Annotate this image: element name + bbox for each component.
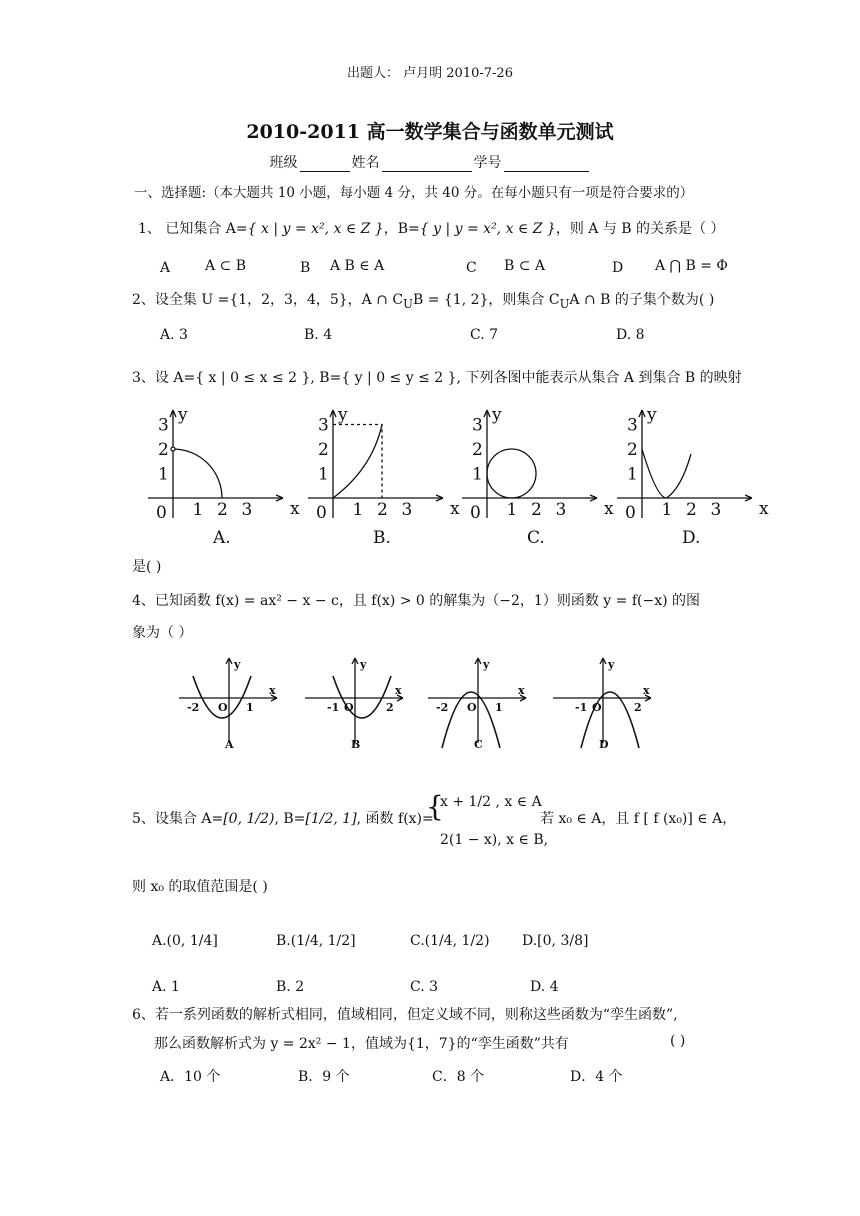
curve-b bbox=[333, 425, 382, 499]
q6-option-b[interactable]: B．9 个 bbox=[298, 1069, 350, 1085]
q5-option-a[interactable]: A. 1 bbox=[152, 979, 180, 995]
tick-y-1: 1 bbox=[318, 464, 329, 485]
q5-brace: { bbox=[426, 790, 444, 823]
author-line: 出题人： 卢月明 2010-7-26 bbox=[347, 66, 513, 81]
q5-choice-b[interactable]: B.(1/4, 1/2] bbox=[276, 933, 356, 949]
question-4-cont: 象为（ ） bbox=[132, 625, 193, 641]
q1-option-c-letter[interactable]: C bbox=[466, 260, 477, 276]
question-6-cont: 那么函数解析式为 y = 2x² − 1，值域为{1，7}的“孪生函数”共有 bbox=[154, 1036, 569, 1052]
q5-option-c[interactable]: C. 3 bbox=[410, 979, 439, 995]
q6-paren: ( ) bbox=[670, 1033, 686, 1049]
axis-x-label: x bbox=[269, 684, 276, 697]
q2-stem-2: B = {1, 2}，则集合 C bbox=[412, 292, 560, 308]
name-blank[interactable] bbox=[382, 157, 472, 172]
q5-set-a: [0, 1/2) bbox=[223, 811, 275, 827]
tick-y-3: 3 bbox=[318, 415, 329, 436]
q2-sub-2: U bbox=[559, 296, 570, 311]
question-5 bbox=[132, 808, 434, 828]
axis-y-label: y bbox=[483, 658, 490, 671]
q4-graph-d bbox=[553, 658, 651, 751]
tick-y-3: 3 bbox=[158, 415, 169, 436]
q3-answer: 是( ) bbox=[132, 559, 162, 575]
tick-y-2: 2 bbox=[472, 440, 483, 460]
axis-y-label: y bbox=[178, 405, 188, 425]
q1-option-d-letter[interactable]: D bbox=[612, 260, 624, 276]
q5-mid: , B= bbox=[274, 811, 306, 827]
tick-x-3: 3 bbox=[401, 500, 413, 520]
root-left-label: -1 bbox=[575, 701, 588, 714]
tick-x-3: 3 bbox=[241, 500, 253, 520]
question-3: 3、设 A={ x | 0 ≤ x ≤ 2 }, B={ y | 0 ≤ y ≤ 2 }, 下列各图中能表示从集合 A 到集合 B 的映射 bbox=[132, 370, 742, 386]
question-6: 6、若一系列函数的解析式相同，值域相同，但定义域不同，则称这些函数为“孪生函数”, bbox=[132, 1007, 678, 1023]
origin-label: O bbox=[467, 701, 477, 714]
graph-label: C. bbox=[527, 528, 545, 548]
q1-option-b[interactable]: A B ∈ A bbox=[330, 258, 385, 274]
root-left-label: -2 bbox=[436, 701, 449, 714]
axis-y-label: y bbox=[360, 658, 367, 671]
q3-graph-d bbox=[617, 405, 769, 548]
q6-option-c[interactable]: C．8 个 bbox=[432, 1069, 485, 1085]
tick-x-2: 2 bbox=[531, 500, 542, 520]
q1-stem: 1、 已知集合 A= bbox=[138, 221, 248, 237]
graph-label: B. bbox=[373, 528, 391, 548]
origin-label: 0 bbox=[470, 503, 481, 523]
q2-sub-1: U bbox=[403, 296, 413, 311]
q1-option-a-letter[interactable]: A bbox=[160, 260, 171, 276]
q3-graph-c bbox=[462, 405, 614, 548]
axis-x-label: x bbox=[643, 684, 650, 697]
root-right-label: 2 bbox=[634, 701, 642, 714]
axis-x-label: x bbox=[518, 684, 525, 697]
q5-stem-2: 则 x₀ 的取值范围是( ) bbox=[132, 879, 268, 895]
q6-option-a[interactable]: A．10 个 bbox=[160, 1069, 221, 1085]
q4-graph-a bbox=[179, 658, 277, 751]
origin-label: O bbox=[592, 701, 602, 714]
graph-label: A. bbox=[213, 528, 231, 548]
tick-x-1: 1 bbox=[192, 500, 204, 520]
open-point bbox=[171, 447, 175, 451]
question-1 bbox=[138, 218, 724, 238]
origin-label: 0 bbox=[625, 503, 636, 523]
axis-y-label: y bbox=[338, 405, 348, 425]
q5-case-1: x + 1/2 , x ∈ A bbox=[440, 794, 542, 810]
q2-option-a[interactable]: A. 3 bbox=[160, 327, 188, 343]
student-fields bbox=[0, 152, 860, 172]
q2-option-b[interactable]: B. 4 bbox=[304, 327, 333, 343]
class-blank[interactable] bbox=[300, 157, 350, 172]
q2-option-d[interactable]: D. 8 bbox=[616, 327, 645, 343]
origin-label: 0 bbox=[316, 503, 327, 523]
section-heading: 一、选择题:（本大题共 10 小题，每小题 4 分，共 40 分。在每小题只有一项是符合要求的） bbox=[134, 185, 694, 201]
root-right-label: 1 bbox=[246, 701, 254, 714]
graph-label: C bbox=[474, 738, 483, 751]
q1-option-d[interactable]: A ⋂ B = Φ bbox=[655, 258, 728, 274]
tick-x-1: 1 bbox=[352, 500, 364, 520]
q6-option-d[interactable]: D．4 个 bbox=[570, 1069, 623, 1085]
dashed-guides bbox=[333, 425, 382, 499]
q1-sep: ，B= bbox=[383, 221, 420, 237]
tick-y-1: 1 bbox=[627, 464, 638, 485]
q5-choice-a[interactable]: A.(0, 1/4] bbox=[152, 933, 218, 949]
q5-fn: , 函数 f(x)= bbox=[356, 811, 434, 827]
tick-x-2: 2 bbox=[377, 500, 388, 520]
q2-stem: 2、设全集 U ={1，2，3，4，5}，A ∩ C bbox=[132, 292, 404, 308]
origin-label: 0 bbox=[156, 503, 167, 523]
q1-option-c[interactable]: B ⊂ A bbox=[504, 258, 546, 274]
origin-label: O bbox=[344, 701, 354, 714]
q5-condition: 若 x₀ ∈ A，且 f [ f (x₀)] ∈ A， bbox=[540, 811, 737, 827]
origin-label: O bbox=[218, 701, 228, 714]
tick-x-1: 1 bbox=[506, 500, 518, 520]
tick-y-2: 2 bbox=[318, 440, 329, 460]
axis-x-label: x bbox=[759, 499, 769, 519]
q5-option-b[interactable]: B. 2 bbox=[276, 979, 305, 995]
id-blank[interactable] bbox=[504, 157, 589, 172]
q2-stem-3: A ∩ B 的子集个数为( ) bbox=[569, 292, 715, 308]
q1-set-a: { x | y = x², x ∈ Z } bbox=[247, 221, 384, 237]
class-label: 班级 bbox=[269, 155, 298, 171]
q1-option-b-letter[interactable]: B bbox=[300, 260, 311, 276]
tick-y-3: 3 bbox=[627, 415, 638, 436]
axis-x-label: x bbox=[395, 684, 402, 697]
q1-set-b: { y | y = x², x ∈ Z } bbox=[419, 221, 556, 237]
q4-graph-b bbox=[305, 658, 403, 751]
tick-x-3: 3 bbox=[710, 500, 722, 520]
q5-stem: 5、设集合 A= bbox=[132, 811, 224, 827]
root-right-label: 1 bbox=[495, 701, 503, 714]
axis-x-label: x bbox=[450, 499, 460, 519]
q3-graph-a bbox=[148, 405, 300, 548]
tick-y-1: 1 bbox=[472, 464, 483, 485]
q1-stem-end: ，则 A 与 B 的关系是（ ） bbox=[555, 221, 725, 237]
q5-option-d[interactable]: D. 4 bbox=[530, 979, 559, 995]
axis-y-label: y bbox=[647, 405, 657, 425]
curve-d bbox=[642, 449, 691, 498]
graph-label: B bbox=[351, 738, 361, 751]
parabola bbox=[581, 692, 639, 748]
root-left-label: -1 bbox=[327, 701, 340, 714]
question-2 bbox=[132, 289, 714, 311]
page-title: 2010-2011 高一数学集合与函数单元测试 bbox=[246, 121, 614, 143]
q4-graph-c bbox=[428, 658, 526, 751]
q1-option-a[interactable]: A ⊂ B bbox=[205, 258, 247, 274]
graph-label: D bbox=[599, 738, 609, 751]
q5-set-b: [1/2, 1] bbox=[305, 811, 357, 827]
tick-x-1: 1 bbox=[661, 500, 673, 520]
axis-x-label: x bbox=[290, 499, 300, 519]
tick-x-2: 2 bbox=[686, 500, 697, 520]
root-right-label: 2 bbox=[386, 701, 394, 714]
tick-x-3: 3 bbox=[555, 500, 567, 520]
q4-graphs bbox=[175, 655, 675, 755]
q5-choice-c[interactable]: C.(1/4, 1/2) bbox=[410, 933, 490, 949]
tick-y-1: 1 bbox=[158, 464, 169, 485]
tick-y-2: 2 bbox=[158, 440, 169, 460]
question-4: 4、已知函数 f(x) = ax² − x − c，且 f(x) > 0 的解集为（−2，1）则函数 y = f(−x) 的图 bbox=[132, 593, 700, 609]
axis-y-label: y bbox=[492, 405, 502, 425]
curve-a bbox=[173, 449, 222, 498]
tick-y-3: 3 bbox=[472, 415, 483, 436]
q3-graphs bbox=[140, 400, 769, 550]
axis-y-label: y bbox=[608, 658, 615, 671]
graph-label: D. bbox=[682, 528, 701, 548]
tick-x-2: 2 bbox=[217, 500, 228, 520]
axis-x-label: x bbox=[604, 499, 614, 519]
q2-option-c[interactable]: C. 7 bbox=[470, 327, 499, 343]
q5-case-2: 2(1 − x), x ∈ B, bbox=[440, 832, 549, 848]
circle-c bbox=[487, 449, 536, 498]
q3-graph-b bbox=[308, 405, 460, 548]
parabola bbox=[333, 676, 391, 718]
graph-label: A bbox=[225, 738, 234, 751]
name-label: 姓名 bbox=[351, 155, 380, 171]
root-left-label: -2 bbox=[187, 701, 200, 714]
q5-choice-d[interactable]: D.[0, 3/8] bbox=[522, 933, 589, 949]
tick-y-2: 2 bbox=[627, 440, 638, 460]
id-label: 学号 bbox=[473, 155, 502, 171]
axis-y-label: y bbox=[234, 658, 241, 671]
